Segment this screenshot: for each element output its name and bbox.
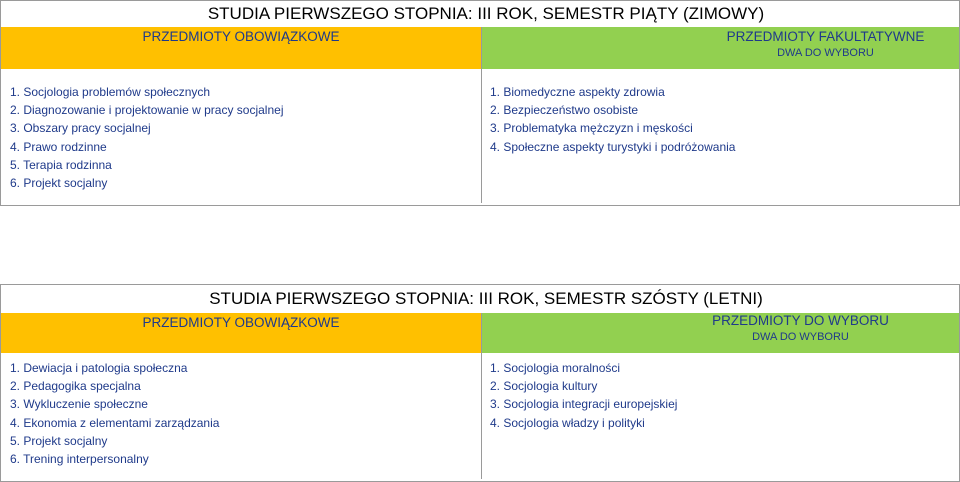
list-item: 2. Socjologia kultury (490, 379, 598, 394)
list-item: 3. Problematyka mężczyzn i męskości (490, 121, 693, 136)
winter-semester-title-row (1, 1, 959, 27)
summer-elective-header-label: PRZEDMIOTY DO WYBORU (712, 313, 889, 328)
winter-elective-note: DWA DO WYBORU (777, 47, 874, 59)
list-item: 3. Socjologia integracji europejskiej (490, 397, 678, 412)
list-item: 1. Dewiacja i patologia społeczna (10, 361, 188, 375)
list-item: 2. Diagnozowanie i projektowanie w pracy socjalnej (10, 103, 284, 118)
list-item: 2. Bezpieczeństwo osobiste (490, 103, 639, 118)
winter-elective-header-label: PRZEDMIOTY FAKULTATYWNE (726, 29, 925, 44)
summer-mandatory-list (1, 353, 482, 479)
winter-elective-header (482, 27, 959, 69)
list-item: 4. Prawo rodzinne (10, 139, 107, 154)
list-item: 1. Socjologia problemów społecznych (10, 85, 211, 99)
summer-elective-note: DWA DO WYBORU (752, 331, 849, 343)
list-item: 4. Ekonomia z elementami zarządzania (10, 415, 220, 430)
list-item: 6. Projekt socjalny (10, 176, 108, 191)
winter-semester-title: STUDIA PIERWSZEGO STOPNIA: III ROK, SEMESTR PIĄTY (ZIMOWY) (207, 4, 765, 23)
summer-header-row (1, 313, 959, 353)
summer-semester-title-row (1, 285, 959, 313)
list-item: 3. Wykluczenie społeczne (10, 397, 148, 412)
summer-mandatory-header (1, 313, 482, 353)
list-item: 3. Obszary pracy socjalnej (10, 121, 151, 136)
summer-elective-header (482, 313, 959, 353)
winter-mandatory-header (1, 27, 482, 69)
winter-semester-table (0, 0, 960, 206)
list-item: 4. Społeczne aspekty turystyki i podróżowania (490, 139, 736, 154)
summer-semester-table (0, 284, 960, 482)
summer-elective-list (482, 353, 959, 479)
winter-header-row (1, 27, 959, 69)
summer-semester-title: STUDIA PIERWSZEGO STOPNIA: III ROK, SEMESTR SZÓSTY (LETNI) (209, 289, 763, 308)
list-item: 1. Biomedyczne aspekty zdrowia (490, 85, 665, 99)
list-item: 6. Trening interpersonalny (10, 452, 149, 467)
winter-mandatory-header-label: PRZEDMIOTY OBOWIĄZKOWE (142, 29, 340, 44)
winter-list-row (1, 69, 959, 203)
list-item: 1. Socjologia moralności (490, 361, 621, 375)
summer-mandatory-header-label: PRZEDMIOTY OBOWIĄZKOWE (142, 315, 340, 330)
list-item: 2. Pedagogika specjalna (10, 379, 141, 394)
list-item: 4. Socjologia władzy i polityki (490, 415, 645, 430)
summer-list-row (1, 353, 959, 479)
winter-elective-list (482, 69, 959, 203)
winter-mandatory-list (1, 69, 482, 203)
list-item: 5. Projekt socjalny (10, 433, 108, 448)
list-item: 5. Terapia rodzinna (10, 157, 112, 172)
